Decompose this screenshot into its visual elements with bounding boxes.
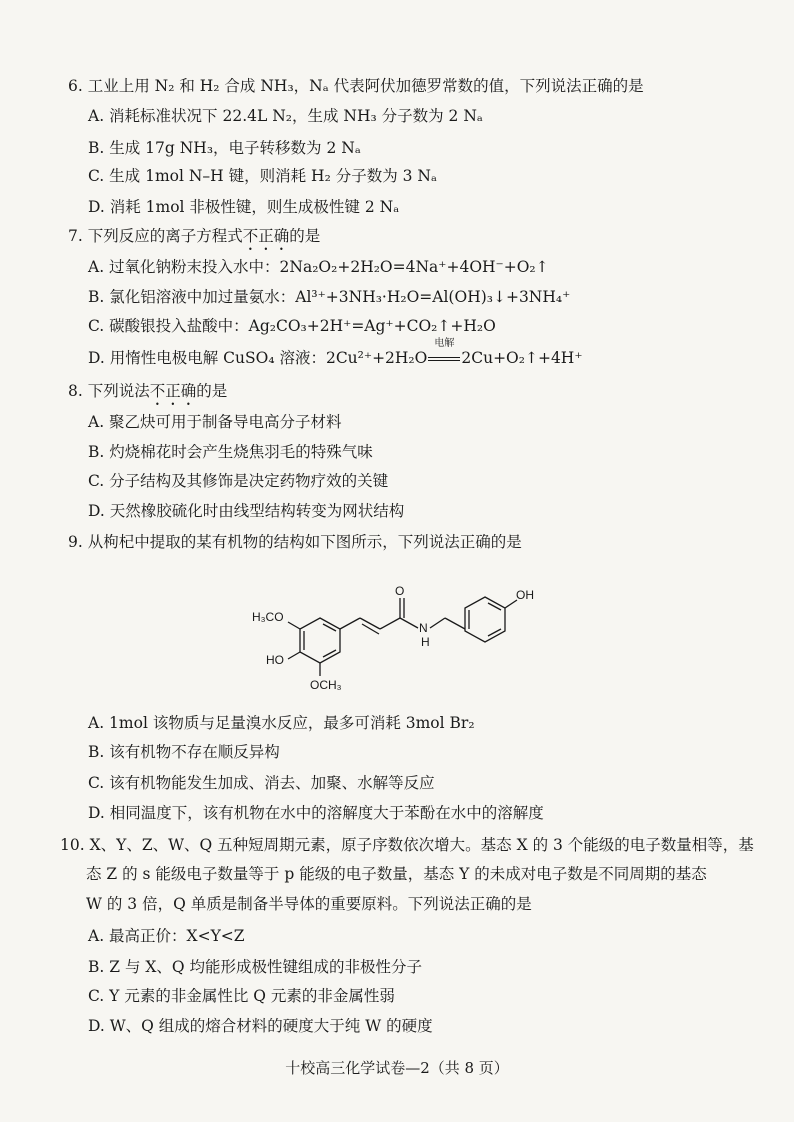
q6-option-b: B. 生成 17g NH₃，电子转移数为 2 Nₐ bbox=[88, 139, 361, 157]
q6-stem: 6. 工业上用 N₂ 和 H₂ 合成 NH₃，Nₐ 代表阿伏加德罗常数的值，下列说法正确的是 bbox=[68, 77, 644, 95]
q6-option-d: D. 消耗 1mol 非极性键，则生成极性键 2 Nₐ bbox=[88, 198, 400, 216]
carbonyl-o-label: O bbox=[395, 584, 405, 598]
methoxy-bottom-label: OCH₃ bbox=[310, 678, 342, 692]
q8-option-b: B. 灼烧棉花时会产生烧焦羽毛的特殊气味 bbox=[88, 443, 373, 461]
q8-stem bbox=[68, 380, 227, 409]
q9-option-a: A. 1mol 该物质与足量溴水反应，最多可消耗 3mol Br₂ bbox=[88, 714, 475, 732]
q7-option-d-post: 2Cu+O₂↑+4H⁺ bbox=[461, 349, 583, 367]
q8-option-d: D. 天然橡胶硫化时由线型结构转变为网状结构 bbox=[88, 502, 405, 520]
methoxy-top-label: H₃CO bbox=[252, 610, 284, 624]
q8-stem-emphasis: 不正确 bbox=[149, 382, 197, 400]
q10-option-c: C. Y 元素的非金属性比 Q 元素的非金属性弱 bbox=[88, 987, 395, 1005]
q7-stem-emphasis: 不正确 bbox=[242, 227, 290, 245]
amide-h-label: H bbox=[421, 635, 430, 649]
q7-stem bbox=[68, 225, 320, 254]
q7-option-d bbox=[88, 338, 583, 369]
q7-option-b: B. 氯化铝溶液中加过量氨水：Al³⁺+3NH₃·H₂O=Al(OH)₃↓+3NH₄⁺ bbox=[88, 288, 571, 306]
q10-stem-line-1: 10. X、Y、Z、W、Q 五种短周期元素，原子序数依次增大。基态 X 的 3 个能级的电子数量相等，基 bbox=[60, 836, 754, 854]
electrolysis-label: 电解 bbox=[434, 338, 455, 349]
q7-option-c: C. 碳酸银投入盐酸中：Ag₂CO₃+2H⁺=Ag⁺+CO₂↑+H₂O bbox=[88, 317, 496, 335]
q8-stem-pre: 8. 下列说法 bbox=[68, 382, 150, 400]
q10-stem-line-3: W 的 3 倍，Q 单质是制备半导体的重要原料。下列说法正确的是 bbox=[86, 895, 532, 913]
page-footer: 十校高三化学试卷—2（共 8 页） bbox=[285, 1059, 509, 1077]
q10-option-a: A. 最高正价：X<Y<Z bbox=[88, 927, 245, 945]
q7-option-a: A. 过氧化钠粉末投入水中：2Na₂O₂+2H₂O=4Na⁺+4OH⁻+O₂↑ bbox=[88, 258, 549, 276]
hydroxy-left-label: HO bbox=[266, 653, 284, 667]
q8-option-a: A. 聚乙炔可用于制备导电高分子材料 bbox=[88, 413, 342, 431]
q8-stem-post: 的是 bbox=[196, 382, 228, 400]
q9-option-c: C. 该有机物能发生加成、消去、加聚、水解等反应 bbox=[88, 774, 435, 792]
amide-n-label: N bbox=[419, 621, 428, 635]
q7-stem-pre: 7. 下列反应的离子方程式 bbox=[68, 227, 243, 245]
q6-option-a: A. 消耗标准状况下 22.4L N₂，生成 NH₃ 分子数为 2 Nₐ bbox=[88, 107, 483, 125]
q8-option-c: C. 分子结构及其修饰是决定药物疗效的关键 bbox=[88, 472, 389, 490]
q10-option-d: D. W、Q 组成的熔合材料的硬度大于纯 W 的硬度 bbox=[88, 1017, 433, 1035]
electrolysis-arrow bbox=[427, 338, 461, 369]
q9-stem: 9. 从枸杞中提取的某有机物的结构如下图所示，下列说法正确的是 bbox=[68, 533, 522, 551]
q9-option-b: B. 该有机物不存在顺反异构 bbox=[88, 743, 280, 761]
q10-stem-line-2: 态 Z 的 s 能级电子数量等于 p 能级的电子数量，基态 Y 的未成对电子数是不同周期的基态 bbox=[86, 865, 707, 883]
q6-option-c: C. 生成 1mol N–H 键，则消耗 H₂ 分子数为 3 Nₐ bbox=[88, 167, 437, 185]
q7-option-d-pre: D. 用惰性电极电解 CuSO₄ 溶液：2Cu²⁺+2H₂O bbox=[88, 349, 428, 367]
q9-option-d: D. 相同温度下，该有机物在水中的溶解度大于苯酚在水中的溶解度 bbox=[88, 804, 544, 822]
hydroxy-top-label: OH bbox=[516, 588, 534, 602]
molecule-structure bbox=[240, 566, 560, 696]
q10-option-b: B. Z 与 X、Q 均能形成极性键组成的非极性分子 bbox=[88, 958, 423, 976]
q7-stem-post: 的是 bbox=[289, 227, 321, 245]
